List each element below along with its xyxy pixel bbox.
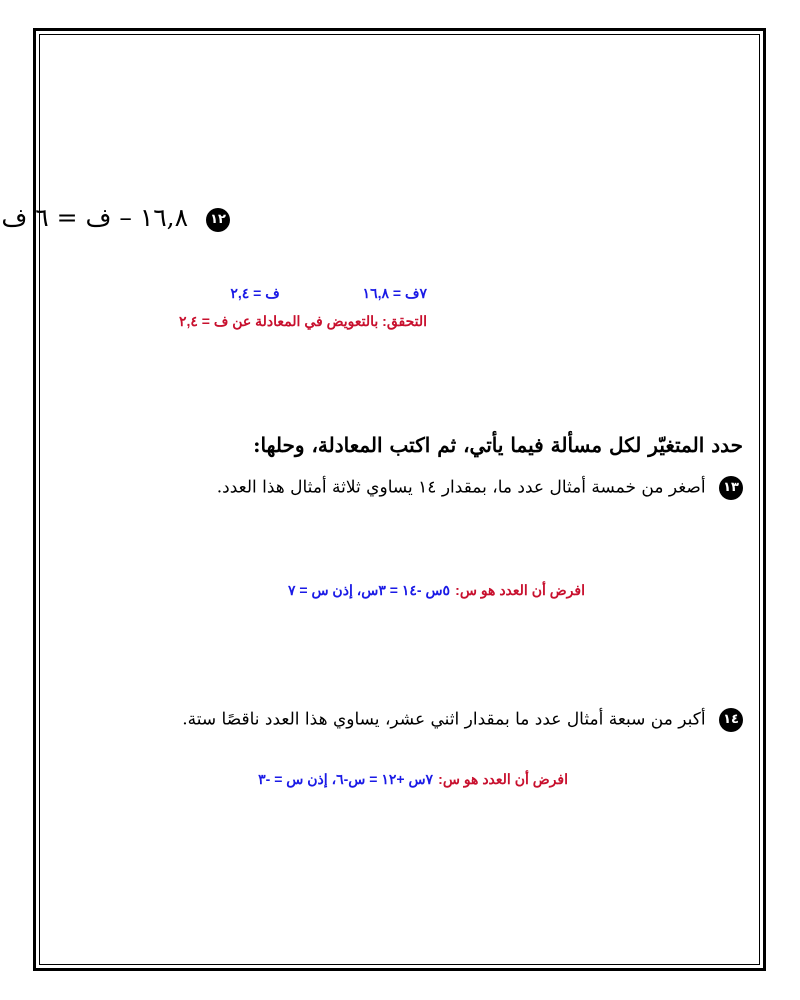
answer-value: ٥س -١٤ = ٣س، إذن س = ٧	[287, 582, 451, 598]
problem-13-question-line	[217, 476, 743, 500]
section-heading: حدد المتغيّر لكل مسألة فيما يأتي، ثم اكتب المعادلة، وحلها:	[253, 433, 743, 457]
problem-13-answer	[288, 580, 585, 599]
solution-step-2: ف = ٢,٤	[230, 285, 280, 301]
answer-value: ٧س +١٢ = س-٦، إذن س = -٣	[258, 771, 434, 787]
problem-12-equation-line	[1, 203, 230, 232]
problem-number-badge: ١٢	[206, 208, 230, 232]
problem-12-equation: ١٦,٨ – ف = ٦ ف	[1, 203, 189, 232]
problem-14-question: أكبر من سبعة أمثال عدد ما بمقدار اثني عشر، يساوي هذا العدد ناقصًا ستة.	[182, 709, 706, 730]
problem-12-check: التحقق: بالتعويض في المعادلة عن ف = ٢,٤	[178, 313, 427, 329]
problem-12-solution-steps	[230, 285, 427, 302]
problem-number-badge: ١٣	[719, 476, 743, 500]
problem-14-question-line	[182, 708, 743, 732]
answer-label: افرض أن العدد هو س:	[455, 582, 585, 598]
problem-14-answer	[258, 769, 568, 788]
problem-13-question: أصغر من خمسة أمثال عدد ما، بمقدار ١٤ يساوي ثلاثة أمثال هذا العدد.	[216, 477, 706, 498]
answer-label: افرض أن العدد هو س:	[438, 771, 568, 787]
solution-step-1: ٧ف = ١٦,٨	[362, 285, 427, 301]
problem-number-badge: ١٤	[719, 708, 743, 732]
